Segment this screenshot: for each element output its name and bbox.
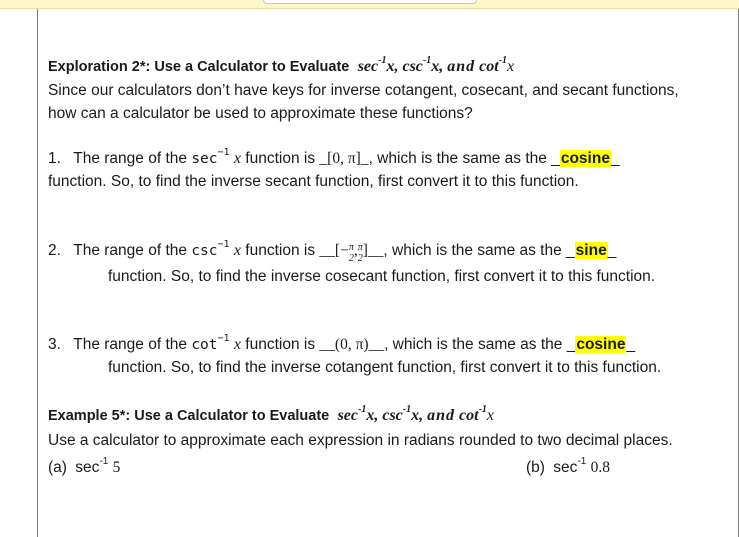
part-b-label: (b): [526, 459, 545, 476]
exploration-intro-line-2: how can a calculator be used to approximate these functions?: [48, 105, 473, 122]
example-heading-text: Example 5*: Use a Calculator to Evaluate: [48, 408, 330, 424]
item-3-text-b: function is: [245, 336, 316, 353]
example-heading: [48, 406, 494, 426]
item-1-text-b: function is: [245, 150, 316, 167]
item-2-range: __[− π 2 , π 2 ]__: [319, 242, 384, 264]
item-3-line-1: 3. The range of the $\cot^{-1} x$ function is __(0, π)__, which is the same as the _cosine_: [48, 333, 636, 353]
item-2-text-b: function is: [245, 242, 316, 259]
item-2-answer: sine: [575, 242, 607, 259]
item-3-line-2: function. So, to find the inverse cotangent function, first convert it to this function.: [108, 359, 662, 376]
example-part-a: [48, 458, 120, 478]
item-2-var: x: [233, 242, 241, 259]
example-instruction: Use a calculator to approximate each expression in radians rounded to two decimal places.: [48, 432, 673, 449]
item-3-var: x: [233, 336, 241, 353]
item-2-line-1: 2. The range of the $\csc^{-1} x$ function is __[− π 2 , π 2 ]__, which is the same as the _sine_: [48, 239, 617, 264]
item-2-frac-left: π 2: [348, 242, 354, 264]
item-3-range: __(0, π)__: [319, 336, 385, 353]
item-1-text-a: The range of the: [73, 150, 187, 167]
exploration-intro-line-1: Since our calculators don’t have keys for inverse cotangent, cosecant, and secant functions,: [48, 82, 679, 99]
item-3-number: 3.: [48, 336, 61, 353]
item-2-text-c: , which is the same as the: [383, 242, 562, 259]
item-2-number: 2.: [48, 242, 61, 259]
item-1-number: 1.: [48, 150, 61, 167]
item-3-func: $\cot^{-1}$: [191, 333, 230, 353]
item-3-answer: cosine: [576, 336, 626, 353]
item-1-line-2: function. So, to find the inverse secant function, first convert it to this function.: [48, 173, 579, 190]
top-tab-outline: [263, 0, 477, 4]
item-1-func: $\sec^{-1}$: [191, 147, 230, 167]
item-2-text-a: The range of the: [73, 242, 187, 259]
item-2-frac-right: π 2: [357, 242, 363, 264]
document-page: [37, 9, 739, 537]
item-1-text-c: , which is the same as the: [368, 150, 547, 167]
item-2-line-2: function. So, to find the inverse cosecant function, first convert it to this function.: [108, 268, 656, 285]
item-2-func: $\csc^{-1}$: [191, 239, 230, 259]
item-1-line-1: 1. The range of the $\sec^{-1} x$ function is _[0, π]_, which is the same as the _cosine_: [48, 147, 620, 167]
exploration-heading-math: $\sec^{-1}x$, $\csc^{-1}x$, and $\cot^{-1}x$: [357, 55, 515, 75]
part-a-expression: $\sec^{-1} 5$: [75, 456, 121, 476]
part-b-expression: $\sec^{-1} 0.8$: [553, 456, 610, 476]
exploration-heading: [48, 57, 514, 77]
item-3-text-a: The range of the: [73, 336, 187, 353]
exploration-heading-text: Exploration 2*: Use a Calculator to Evaluate: [48, 59, 350, 75]
example-part-b: [526, 458, 610, 478]
item-1-var: x: [233, 150, 241, 167]
example-heading-math: $\sec^{-1}x$, $\csc^{-1}x$, and $\cot^{-1}x$: [337, 404, 495, 424]
item-3-text-c: , which is the same as the: [384, 336, 563, 353]
item-1-answer: cosine: [560, 150, 610, 167]
item-1-range: _[0, π]_: [319, 150, 369, 167]
part-a-label: (a): [48, 459, 67, 476]
